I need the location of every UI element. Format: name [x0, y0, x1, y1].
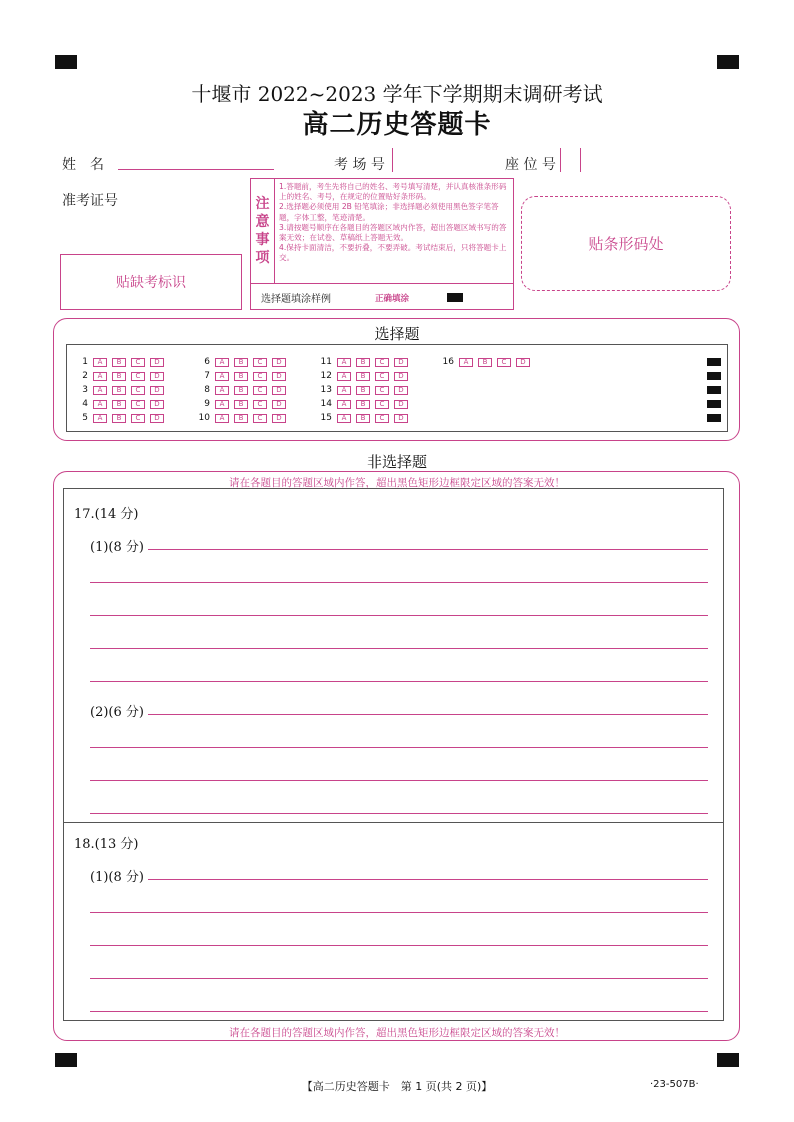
corner-marker-top-right [717, 55, 739, 69]
missing-exam-sticker-area: 贴缺考标识 [60, 254, 242, 310]
choice-question-row [62, 398, 169, 410]
choice-section-title: 选择题 [374, 325, 420, 343]
answer-line[interactable] [148, 879, 708, 880]
option-bubble[interactable]: D [150, 372, 164, 381]
answer-line[interactable] [148, 714, 708, 715]
choice-question-row [62, 356, 169, 368]
option-bubble[interactable]: B [234, 372, 248, 381]
option-bubble[interactable]: D [394, 414, 408, 423]
option-bubble[interactable]: B [356, 358, 370, 367]
option-bubble[interactable]: D [272, 414, 286, 423]
option-bubble[interactable]: A [215, 400, 229, 409]
option-bubble[interactable]: C [253, 372, 267, 381]
option-bubble[interactable]: A [215, 358, 229, 367]
answer-line[interactable] [90, 747, 708, 748]
exam-room-label: 考 场 号 [334, 157, 385, 173]
question-number: 15 [320, 413, 332, 423]
corner-marker-bottom-left [55, 1053, 77, 1067]
exam-id-label: 准考证号 [62, 193, 118, 209]
option-bubble[interactable]: D [516, 358, 530, 367]
option-bubble[interactable]: C [375, 414, 389, 423]
answer-area [63, 488, 724, 1021]
option-bubble[interactable]: A [215, 414, 229, 423]
question-number: 3 [82, 385, 88, 395]
question-number: 6 [204, 357, 210, 367]
choice-question-row [306, 398, 413, 410]
exam-title: 十堰市 2022~2023 学年下学期期末调研考试 [191, 82, 603, 106]
option-bubble[interactable]: C [375, 400, 389, 409]
option-bubble[interactable]: A [337, 372, 351, 381]
option-bubble[interactable]: C [375, 372, 389, 381]
notes-list [279, 182, 511, 264]
page-footer: 【高二历史答题卡 第 1 页(共 2 页)】 [301, 1080, 493, 1093]
correct-fill-label: 正确填涂 [375, 294, 410, 304]
question-number: 14 [320, 399, 332, 409]
option-bubble[interactable]: B [112, 372, 126, 381]
option-bubble[interactable]: C [375, 358, 389, 367]
option-bubble[interactable]: A [215, 372, 229, 381]
answer-line[interactable] [90, 648, 708, 649]
note-item-4: 4.保持卡面清洁，不要折叠，不要弄破。考试结束后，只将答题卡上交。 [279, 243, 507, 263]
corner-marker-top-left [55, 55, 77, 69]
answer-line[interactable] [90, 681, 708, 682]
fill-sample-label: 选择题填涂样例 [261, 294, 331, 305]
option-bubble[interactable]: C [131, 358, 145, 367]
option-bubble[interactable]: C [253, 386, 267, 395]
option-bubble[interactable]: D [150, 400, 164, 409]
option-bubble[interactable]: B [234, 414, 248, 423]
seat-field-divider-1 [560, 148, 561, 172]
answer-line[interactable] [148, 549, 708, 550]
question-number: 2 [82, 371, 88, 381]
question-18-part-1-label: (1)(8 分) [90, 870, 144, 885]
name-field[interactable] [118, 153, 274, 170]
option-bubble[interactable]: D [272, 372, 286, 381]
choice-question-row [62, 384, 169, 396]
option-bubble[interactable]: A [93, 372, 107, 381]
seat-label: 座 位 号 [505, 157, 556, 173]
option-bubble[interactable]: C [497, 358, 511, 367]
question-17-label: 17.(14 分) [74, 507, 139, 522]
option-bubble[interactable]: B [356, 414, 370, 423]
choice-question-row [428, 356, 535, 368]
option-bubble[interactable]: B [356, 372, 370, 381]
answer-line[interactable] [90, 813, 708, 814]
note-item-2: 2.选择题必须使用 2B 铅笔填涂；非选择题必须使用黑色签字笔答题，字体工整，笔迹清楚。 [279, 202, 499, 222]
option-bubble[interactable]: B [234, 400, 248, 409]
question-number: 9 [204, 399, 210, 409]
option-bubble[interactable]: C [253, 400, 267, 409]
question-17-part-2-label: (2)(6 分) [90, 705, 144, 720]
option-bubble[interactable]: D [394, 372, 408, 381]
option-bubble[interactable]: A [93, 386, 107, 395]
question-number: 4 [82, 399, 88, 409]
choice-question-row [62, 370, 169, 382]
option-bubble[interactable]: B [112, 400, 126, 409]
choice-question-row [306, 370, 413, 382]
timing-mark [707, 358, 721, 366]
option-bubble[interactable]: A [337, 400, 351, 409]
fill-sample-row [251, 283, 513, 309]
question-number: 5 [82, 413, 88, 423]
option-bubble[interactable]: B [356, 400, 370, 409]
choice-question-row [184, 412, 291, 424]
choice-question-row [184, 384, 291, 396]
answer-line[interactable] [90, 978, 708, 979]
question-number: 8 [204, 385, 210, 395]
option-bubble[interactable]: D [272, 358, 286, 367]
option-bubble[interactable]: A [337, 386, 351, 395]
option-bubble[interactable]: B [234, 386, 248, 395]
question-17-part-1-label: (1)(8 分) [90, 540, 144, 555]
document-code: ·23-507B· [650, 1079, 699, 1090]
choice-question-row [184, 356, 291, 368]
option-bubble[interactable]: C [131, 400, 145, 409]
barcode-area: 贴条形码处 [521, 196, 731, 291]
notes-heading [251, 179, 275, 283]
notes-heading-char-2: 意 [255, 214, 270, 230]
choice-question-row [184, 370, 291, 382]
notes-heading-char-3: 事 [255, 232, 270, 248]
correct-fill-sample-mark [447, 293, 463, 302]
choice-question-row [306, 356, 413, 368]
option-bubble[interactable]: B [478, 358, 492, 367]
question-number: 16 [442, 357, 454, 367]
option-bubble[interactable]: C [375, 386, 389, 395]
answer-line[interactable] [90, 582, 708, 583]
option-bubble[interactable]: D [150, 386, 164, 395]
notes-heading-char-1: 注 [255, 196, 270, 212]
corner-marker-bottom-right [717, 1053, 739, 1067]
name-label: 姓 名 [62, 157, 104, 173]
answer-line[interactable] [90, 780, 708, 781]
option-bubble[interactable]: A [93, 414, 107, 423]
question-number: 12 [320, 371, 332, 381]
option-bubble[interactable]: A [337, 358, 351, 367]
option-bubble[interactable]: D [272, 400, 286, 409]
choice-question-row [184, 398, 291, 410]
option-bubble[interactable]: D [394, 358, 408, 367]
answer-line[interactable] [90, 912, 708, 913]
timing-mark [707, 414, 721, 422]
option-bubble[interactable]: B [356, 386, 370, 395]
note-item-1: 1.答题前，考生先将自己的姓名、考号填写清楚，并认真核准条形码上的姓名、考号，在规定的位置贴好条形码。 [279, 182, 507, 202]
note-item-3: 3.请按题号顺序在各题目的答题区域内作答，超出答题区域书写的答案无效；在试卷、草稿纸上答题无效。 [279, 222, 507, 243]
option-bubble[interactable]: D [272, 386, 286, 395]
option-bubble[interactable]: C [131, 386, 145, 395]
answer-line[interactable] [90, 945, 708, 946]
choice-question-row [62, 412, 169, 424]
question-number: 7 [204, 371, 210, 381]
option-bubble[interactable]: C [253, 414, 267, 423]
answer-line[interactable] [90, 615, 708, 616]
timing-mark [707, 400, 721, 408]
notes-heading-char-4: 项 [255, 250, 270, 266]
question-number: 1 [82, 357, 88, 367]
option-bubble[interactable]: D [150, 414, 164, 423]
option-bubble[interactable]: A [215, 386, 229, 395]
answer-line[interactable] [90, 1011, 708, 1012]
answer-area-warning-bottom: 请在各题目的答题区域内作答，超出黑色矩形边框限定区域的答案无效！ [229, 1027, 565, 1039]
option-bubble[interactable]: B [112, 358, 126, 367]
question-18-label: 18.(13 分) [74, 837, 139, 852]
option-bubble[interactable]: C [253, 358, 267, 367]
option-bubble[interactable]: D [394, 400, 408, 409]
timing-mark [707, 386, 721, 394]
option-bubble[interactable]: B [234, 358, 248, 367]
choice-question-row [306, 384, 413, 396]
question-divider [63, 822, 724, 823]
question-number: 10 [198, 413, 210, 423]
choice-question-row [306, 412, 413, 424]
seat-field-divider-2 [580, 148, 581, 172]
option-bubble[interactable]: A [93, 358, 107, 367]
option-bubble[interactable]: A [459, 358, 473, 367]
option-bubble[interactable]: A [337, 414, 351, 423]
option-bubble[interactable]: B [112, 414, 126, 423]
notes-box [250, 178, 514, 310]
answer-area-warning-top: 请在各题目的答题区域内作答，超出黑色矩形边框限定区域的答案无效！ [229, 477, 565, 489]
option-bubble[interactable]: D [394, 386, 408, 395]
option-bubble[interactable]: D [150, 358, 164, 367]
option-bubble[interactable]: A [93, 400, 107, 409]
timing-mark [707, 372, 721, 380]
question-number: 13 [320, 385, 332, 395]
option-bubble[interactable]: B [112, 386, 126, 395]
exam-room-field-divider [392, 148, 393, 172]
option-bubble[interactable]: C [131, 414, 145, 423]
card-title: 高二历史答题卡 [302, 110, 492, 140]
nonchoice-section-title: 非选择题 [366, 453, 427, 471]
option-bubble[interactable]: C [131, 372, 145, 381]
question-number: 11 [320, 357, 332, 367]
